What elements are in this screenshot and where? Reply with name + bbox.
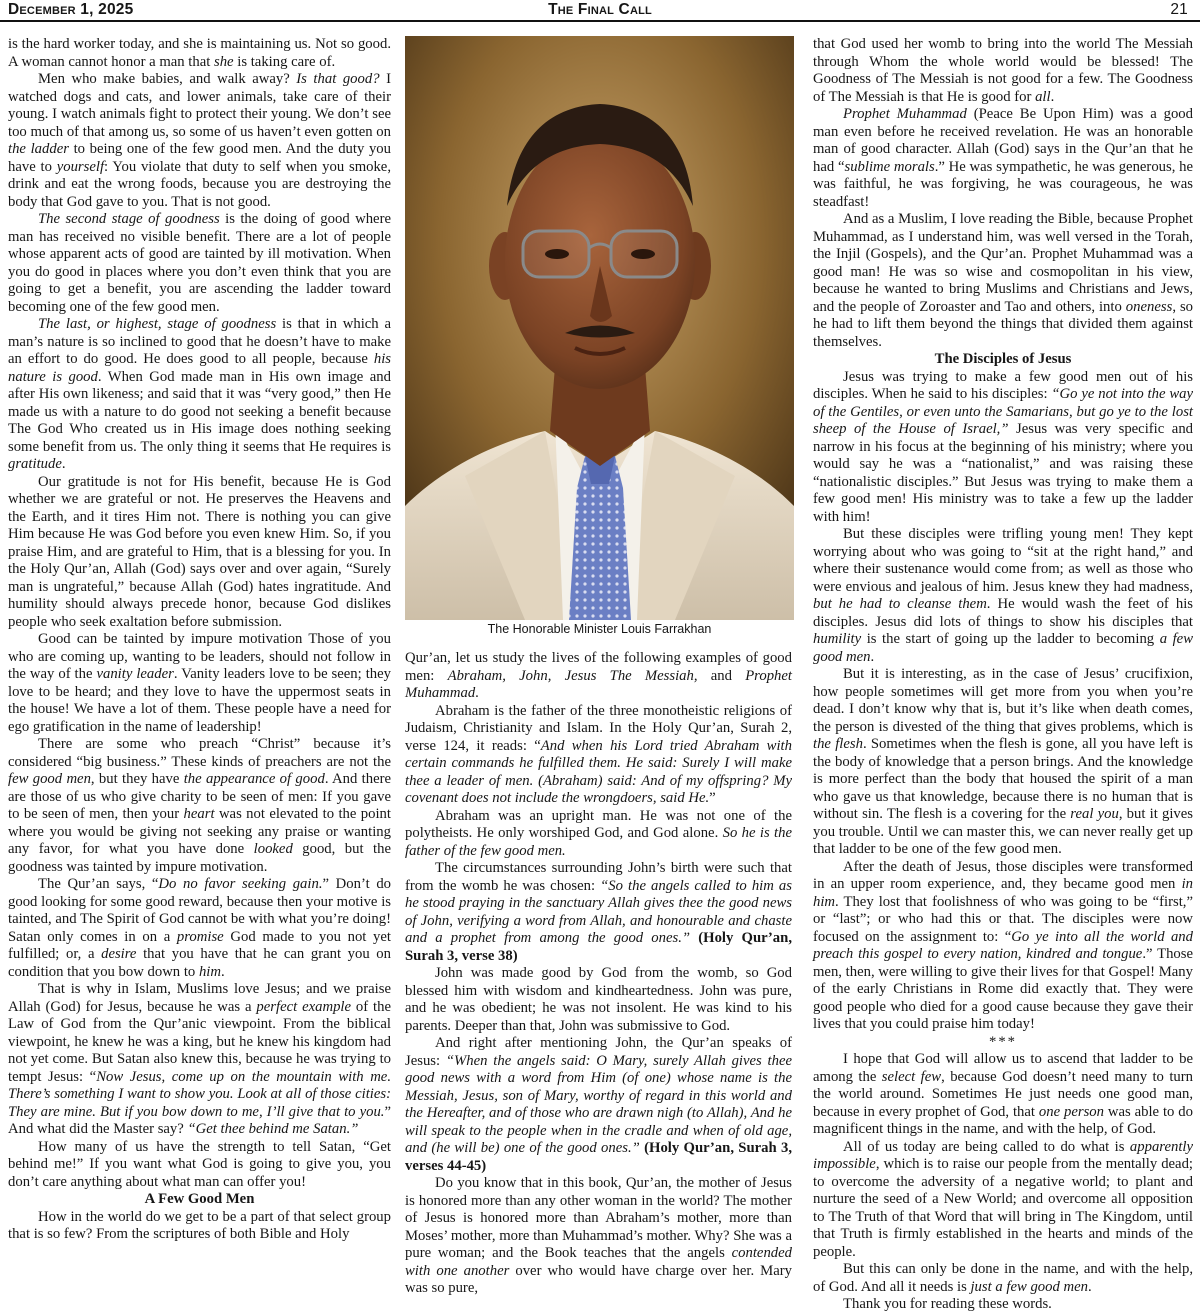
article-paragraph: But these disciples were trifling young men! They kept worrying about who was going to “sit at the right hand,” and where their sustenance would come from; as well as those who were envious and jealous of him. Jesus knew they had madness, but he had to cleanse them. He would wash the feet of his disciples. Jesus did lots of things to show his disciples that humility is the start of going up the ladder to becoming a few good men. <box>813 526 1194 665</box>
article-paragraph: And as a Muslim, I love reading the Bible, because Prophet Muhammad, as I understand him, was well versed in the Torah, the Injil (Gospels), and the Qur’an. Prophet Muhammad was a good man! He was so wise and cosmopolitan in his view, because he wanted to bring Muslims and Christians and Jews, and the people of Zoroaster and Tao and others, into oneness, so he had to lift them beyond the things that divided them against themselves. <box>813 211 1194 350</box>
page-header <box>0 0 1200 22</box>
article-paragraph: All of us today are being called to do what is apparently impossible, which is to raise our people from the mentally dead; to overcome the adversity of a negative world; to plant and nurture the seed of a New World; and overcome all opposition to The Truth of that Word that will bring in The Kingdom, until that Truth is firmly established in the hearts and minds of the people. <box>813 1138 1193 1260</box>
article-paragraph: The last, or highest, stage of goodness is that in which a man’s nature is so inclined to good that he doesn’t have to make an effort to do good. He does good to all people, because his nature is good. When God made man in His own image and after His own likeness; and said that it was “very good,” then He made us with a nature to do good not seeking a benefit because The God Who created us in His image does nothing seeking some benefit from us. The only thing it seems that He requires is gratitude. <box>8 316 391 472</box>
article-paragraph: There are some who preach “Christ” because it’s considered “big business.” These kinds of preachers are not the few good men, but they have the appearance of good. And there are those of us who give charity to be seen of men: If you gave to be seen of men, then your heart was not elevated to the point where you would be giving not seeking any praise or wanting any favor, for what you have done looked good, but the goodness was tainted by impure motivation. <box>8 736 391 875</box>
article-paragraph: But it is interesting, as in the case of Jesus’ crucifixion, how people sometimes will get more from you when you’re dead. I don’t know why that is, but it’s like when death comes, the person is divested of the thing that gives problems, which is the flesh. Sometimes when the flesh is gone, all you have left is the body of knowledge that a person brings. And the knowledge is more perfect than the body that housed the spirit of a man who gave us that knowledge, because there is no human that is without sin. The flesh is a covering for the real you, but it gives you trouble. Until we can master this, we can never really get up that ladder to be one of the few good men. <box>813 666 1193 857</box>
photo-caption: The Honorable Minister Louis Farrakhan <box>487 622 712 636</box>
article-paragraph: But this can only be done in the name, and with the help, of God. And all it needs is just a few good men. <box>813 1261 1193 1295</box>
article-column-3 <box>813 36 1194 1312</box>
article-paragraph: Prophet Muhammad (Peace Be Upon Him) was a good man even before he received revelation. He was an honorable man of good character. Allah (God) says in the Qur’an that he had “sublime morals.” He was sympathetic, he was generous, he was faithful, he was forgiving, he was courageous, he was steadfast! <box>813 106 1194 210</box>
article-paragraph: Qur’an, let us study the lives of the following examples of good men: Abraham, John, Jesus The Messiah, and Prophet Muhammad. <box>405 650 792 701</box>
article-paragraph: The Qur’an says, “Do no favor seeking gain.” Don’t do good looking for some good reward, because then your motive is tainted, and The Spirit of God cannot be with what you’re doing! Satan only comes in on a promise God made to you not yet fulfilled; or, a desire that you have that he can grant you on condition that you bow down to him. <box>8 876 392 980</box>
article-paragraph: I hope that God will allow us to ascend that ladder to be among the select few, because God doesn’t need many to turn the world around. Sometimes He just needs one good man, because in every prophet of God, that one person was able to do magnificent things in the name, and with the help, of God. <box>813 1051 1193 1137</box>
section-break: *** <box>988 1033 1018 1050</box>
article-paragraph: How many of us have the strength to tell Satan, “Get behind me!” If you want what God is going to give you, you don’t care anything about what man can offer you! <box>8 1138 391 1190</box>
article-paragraph: That is why in Islam, Muslims love Jesus; and we praise Allah (God) for Jesus, because he was a perfect example of the Law of God from the Qur’anic viewpoint. From the biblical viewpoint, he knew he was a king, but he knew his kingdom had not yet come. But Satan also knew this, because he was trying to tempt Jesus: “Now Jesus, come up on the mountain with me. There’s something I want to show you. Look at all of those cities: They are mine. But if you bow down to me, I’ll give that to you.” And what did the Master say? “Get thee behind me Satan.” <box>8 981 391 1137</box>
article-column-2 <box>405 650 793 1296</box>
article-paragraph: Abraham was an upright man. He was not one of the polytheists. He only worshiped God, and God alone. So he is the father of the few good men. <box>405 807 792 859</box>
page-number: 21 <box>1170 1 1188 18</box>
article-paragraph: Thank you for reading these words. <box>843 1296 1052 1312</box>
article-paragraph: is the hard worker today, and she is maintaining us. Not so good. A woman cannot honor a man that she is taking care of. <box>8 36 391 70</box>
publication-name: The Final Call <box>548 1 652 18</box>
article-paragraph: Men who make babies, and walk away? Is that good? I watched dogs and cats, and lower animals, take care of their young. I watch animals fight to protect their young. We don’t see too much of that among us, so some of us haven’t even gotten on the ladder to being one of the few good men. And the duty you have to yourself: You violate that duty to self when you smoke, drink and eat the wrong foods, because you are destroying the body that God gave to you. That is not good. <box>8 71 391 210</box>
article-paragraph: And right after mentioning John, the Qur’an speaks of Jesus: “When the angels said: O Mary, surely Allah gives thee good news with a word from Him (of one) whose name is the Messiah, Jesus, son of Mary, worthy of regard in this world and the Hereafter, and of those who are drawn nigh (to Allah), And he will speak to the people when in the cradle and when of old age, and (he will be) one of the good ones.” (Holy Qur’an, Surah 3, verses 44-45) <box>405 1035 793 1174</box>
article-paragraph: Abraham is the father of the three monotheistic religions of Judaism, Christianity and Islam. In the Holy Qur’an, Surah 2, verse 124, it reads: “And when his Lord tried Abraham with certain commands he fulfilled them. He said: Surely I will make thee a leader of men. (Abraham) said: And of my offspring? My covenant does not include the wrongdoers, said He.” <box>405 702 792 806</box>
article-column-1 <box>8 36 391 1288</box>
section-heading: A Few Good Men <box>144 1191 255 1207</box>
portrait-photo <box>405 36 794 620</box>
article-paragraph: Good can be tainted by impure motivation Those of you who are coming up, wanting to be leaders, should not follow in the way of the vanity leader. Vanity leaders love to be seen; they love to be heard; and they love to have the uppermost seats in the house! We have a lot of them. These people have a need for ego gratification in the name of leadership! <box>8 631 391 735</box>
article-paragraph: Jesus was trying to make a few good men out of his disciples. When he said to his disciples: “Go ye not into the way of the Gentiles, or even unto the Samarians, but go ye to the lost sheep of the House of Israel,” Jesus was very specific and narrow in his focus at the beginning of his ministry; where you would say he was a “nationalist,” and was raising these “nationalistic disciples.” But Jesus was trying to make them a few good men! His ministry was to take a few up the ladder with him! <box>813 368 1194 525</box>
article-paragraph: John was made good by God from the womb, so God blessed him with wisdom and kindheartedness. John was pure, and he was obedient; he was not insolent. He was kind to his parents. Deeper than that, John was submissive to God. <box>405 965 792 1034</box>
article-paragraph: Our gratitude is not for His benefit, because He is God whether we are grateful or not. He preserves the Heavens and the Earth, and it tires Him not. There is nothing you can give Him because He was God before you even knew Him. So, if you praise Him, and are grateful to Him, that is a blessing for you. In the Holy Qur’an, Allah (God) says over and over again, “Surely man is ungrateful,” because Allah (God) hates ingratitude. And humility should always precede honor, because God dislikes people who seek exaltation before submission. <box>8 473 391 630</box>
article-paragraph: How in the world do we get to be a part of that select group that is so few? From the scriptures of both Bible and Holy <box>8 1208 391 1242</box>
article-paragraph: Do you know that in this book, Qur’an, the mother of Jesus is honored more than any other woman in the world? The mother of Jesus is honored more than Abraham’s mother, more than Moses’ mother, more than Muhammad’s mother. Why? She was a pure woman; and the Book teaches that the angels contended with one another over who would have charge over her. Mary was so pure, <box>405 1175 792 1296</box>
issue-date: December 1, 2025 <box>8 1 134 18</box>
article-paragraph: that God used her womb to bring into the world The Messiah through Whom the whole world would be blessed! The Goodness of The Messiah is not good for a few. The Goodness of The Messiah is that He is good for all. <box>813 36 1193 105</box>
article-paragraph: After the death of Jesus, those disciples were transformed in an upper room experience, and, they became good men in him. They lost that foolishness of who was going to be “first,” or “last”; or who had this or that. The disciples were now focused on the assignment to: “Go ye into all the world and preach this gospel to every nation, kindred and tongue.” Those men, then, were willing to give their lives for that Gospel! Many of the early Christians in Rome did exactly that. They were good people who died for a good cause because they gave their lives that you could praise him today! <box>813 858 1193 1032</box>
section-heading: The Disciples of Jesus <box>934 351 1072 367</box>
article-paragraph: The circumstances surrounding John’s birth were such that from the womb he was chosen: “So the angels called to him as he stood praying in the sanctuary Allah gives thee the good news of John, verifying a word from Allah, and honourable and chaste and a prophet from among the good ones.” (Holy Qur’an, Surah 3, verse 38) <box>405 860 792 964</box>
article-paragraph: The second stage of goodness is the doing of good where man has received no visible benefit. There are a lot of people whose apparent acts of good are tainted by ill motivation. When you do good in places where you don’t even think that you are going to get a benefit, you are ascending the ladder toward becoming one of the few good men. <box>8 211 391 315</box>
